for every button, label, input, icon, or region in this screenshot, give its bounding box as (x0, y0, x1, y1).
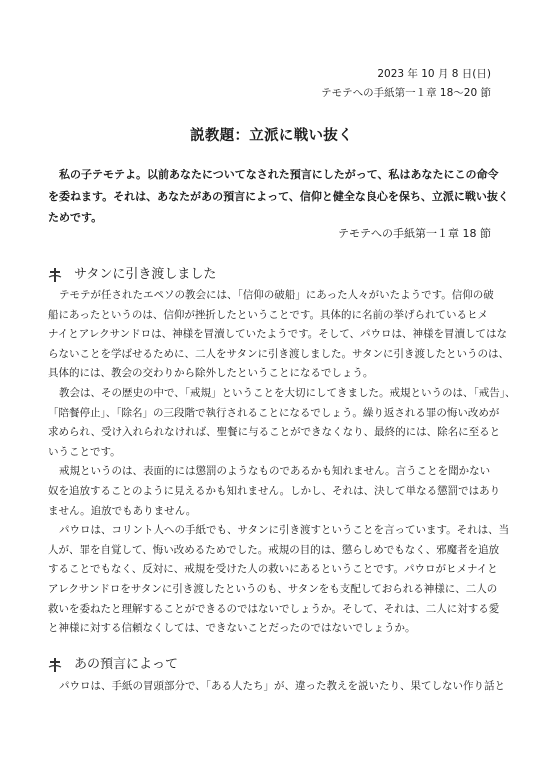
body-line: らないことを学ばせるために、二人をサタンに引き渡しました。サタンに引き渡したというのは、 (48, 347, 509, 360)
body-line: ません。追放でもありません。 (48, 504, 197, 517)
section-body (48, 286, 516, 639)
body-line: ナイとアレクサンドロは、神様を冒瀆していたようです。そして、パウロは、神様を冒瀆してはな (48, 328, 508, 341)
quote-source: テモテへの手紙第一１章 18 節 (338, 227, 491, 240)
cross-icon (48, 267, 62, 283)
body-line: 「陪餐停止」、「除名」の三段階で執行されることになるでしょう。繰り返される罪の悔い改めが (48, 406, 500, 419)
quote-line: 私の子テモテよ。以前あなたについてなされた預言にしたがって、私はあなたにこの命令 (59, 168, 499, 181)
section-body (48, 677, 506, 697)
body-line: パウロは、コリント人への手紙でも、サタンに引き渡すということを言っています。それは、当 (59, 524, 510, 537)
body-line: パウロは、手紙の冒頭部分で、「ある人たち」が、違った教えを説いたり、果てしない作り話と (59, 680, 506, 692)
scripture-quote (48, 164, 509, 229)
body-line: いうことです。 (48, 445, 121, 458)
cross-icon (48, 657, 62, 673)
section-heading-text: あの預言によって (74, 657, 179, 672)
body-line: と神様に対する信頼なくしては、できないことだったのではないでしょうか。 (48, 622, 416, 635)
section-heading-text: サタンに引き渡しました (74, 267, 217, 282)
quote-line: を委ねます。それは、あなたがあの預言によって、信仰と健全な良心を保ち、立派に戦い抜く (48, 189, 509, 203)
sermon-date: 2023 年 10 月 8 日(日) (377, 68, 491, 80)
body-line: 船にあったというのは、信仰が挫折したということです。具体的に名前の挙げられているヒメ (48, 308, 489, 321)
body-line: 奴を追放することのように見えるかも知れません。しかし、それは、決して単なる懲罰ではあり (48, 484, 501, 497)
body-line: テモテが任されたエペソの教会には、「信仰の破船」にあった人々がいたようです。信仰の破 (59, 289, 494, 301)
body-line: 教会は、その歴史の中で、「戒規」ということを大切にしてきました。戒規というのは、「戒告」、 (59, 386, 516, 399)
section-heading (48, 266, 216, 284)
body-line: することでもなく、反対に、戒規を受けた人の救いにあるということです。パウロがヒメナイと (48, 563, 498, 576)
scripture-reference: テモテへの手紙第一１章 18～20 節 (321, 87, 491, 99)
body-line: 求められ、受け入れられなければ、聖餐に与ることができなくなり、最終的には、除名に至ると (48, 426, 501, 439)
body-line: 救いを委ねたと理解することができるのではないでしょうか。そして、それは、二人に対する愛 (48, 602, 500, 615)
body-line: 戒規というのは、表面的には懲罰のようなものであるかも知れません。言うことを聞かない (59, 465, 491, 478)
sermon-title: 説教題：立派に戦い抜く (190, 128, 353, 144)
body-line: アレクサンドロをサタンに引き渡したというのも、サタンをも支配しておられる神様に、二人の (48, 582, 498, 595)
body-line: 人が、罪を自覚して、悔い改めるためでした。戒規の目的は、懲らしめでもなく、邪魔者を追放 (48, 543, 500, 556)
body-line: 具体的には、教会の交わりから除外したということになるでしょう。 (48, 367, 374, 380)
quote-line: ためです。 (48, 211, 103, 224)
section-heading (48, 656, 178, 674)
